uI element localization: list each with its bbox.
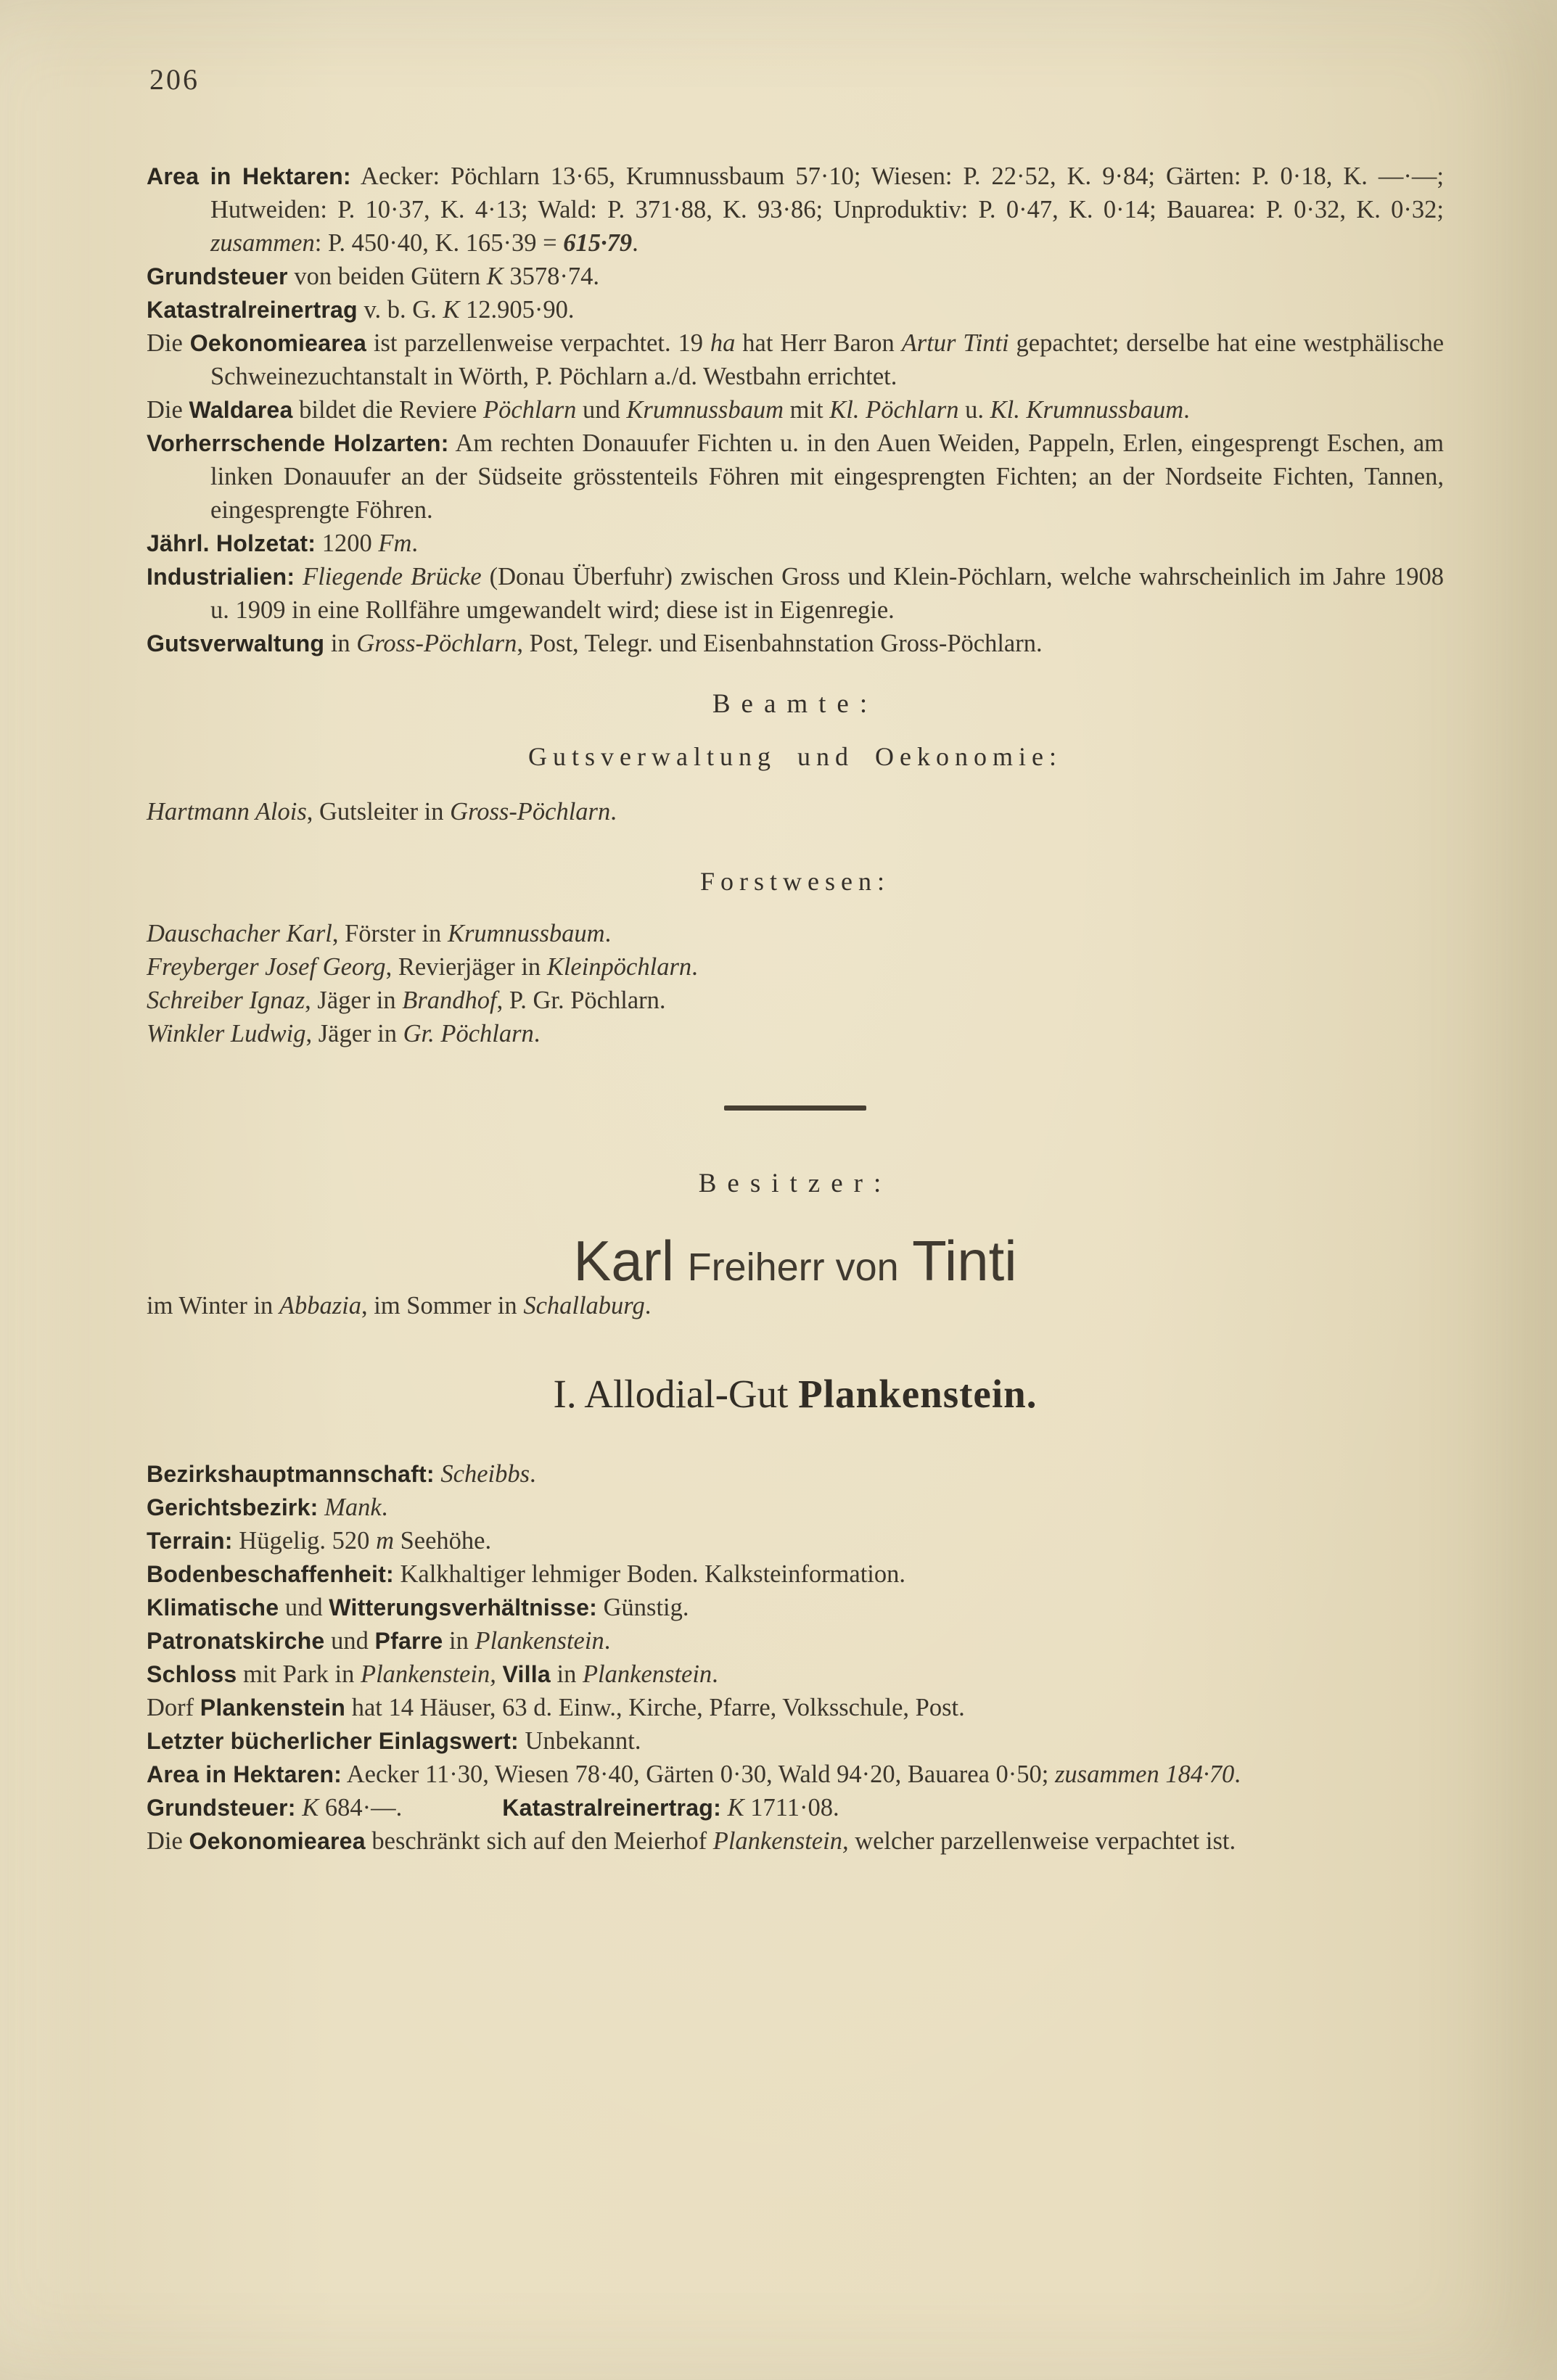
text-segment: Oekonomiearea [189, 330, 367, 356]
text-segment: Dauschacher Karl [147, 920, 332, 947]
line-bezirkshauptmannschaft [147, 1457, 1444, 1491]
text-segment: (Donau Überfuhr) zwischen Gross und Klein-Pöchlarn, welche wahrscheinlich im Jahre 1908 u. 1909 in eine Rollfähre umgewandelt wird; diese ist in Eigenregie. [210, 563, 1445, 624]
entry-schreiber [147, 984, 1444, 1017]
text-segment: Katastralreinertrag [147, 297, 358, 323]
text-segment: . [1183, 396, 1190, 424]
heading-forstwesen: Forstwesen: [700, 867, 890, 896]
text-segment: Kl. Pöchlarn [829, 396, 959, 424]
text-segment: . [381, 1494, 388, 1521]
text-segment: Vorherrschende Holzarten: [147, 430, 449, 456]
text-segment: Fm [378, 530, 412, 557]
text-segment: und [324, 1627, 375, 1655]
line-grundsteuer-katastral [147, 1791, 1444, 1824]
text-segment: Patronatskirche [147, 1628, 325, 1654]
text-segment: Krumnussbaum [626, 396, 784, 424]
owner-residence [147, 1289, 1444, 1322]
text-segment: Seehöhe. [393, 1527, 492, 1555]
text-segment: beschränkt sich auf den Meierhof [365, 1827, 713, 1855]
forstwesen-list [147, 917, 1444, 1050]
text-segment: 1200 [316, 530, 379, 557]
text-segment: v. b. G. [357, 296, 443, 324]
text-segment: , Revierjäger in [385, 953, 547, 981]
text-segment: 684·—. [319, 1794, 503, 1821]
text-segment: , Jäger in [305, 1020, 403, 1047]
text-segment: Pöchlarn [483, 396, 577, 424]
text-segment: m [376, 1527, 394, 1555]
text-segment: Gross-Pöchlarn [356, 630, 517, 657]
owner-first-name: Karl [573, 1229, 675, 1293]
text-segment: Aecker 11·30, Wiesen 78·40, Gärten 0·30, Wald 94·20, Bauarea 0·50; [342, 1761, 1055, 1788]
owner-name-line [147, 1229, 1444, 1293]
text-segment: Grundsteuer [147, 263, 288, 289]
text-segment: und [279, 1594, 329, 1621]
text-segment: Die [147, 1827, 189, 1855]
text-segment: Günstig. [597, 1594, 689, 1621]
text-segment: , Förster in [332, 920, 448, 947]
text-segment: Plankenstein, [361, 1660, 496, 1688]
text-segment: Oekonomiearea [189, 1828, 366, 1854]
text-segment: Waldarea [189, 397, 293, 423]
text-segment: Schreiber Ignaz [147, 987, 305, 1014]
paragraph-grundsteuer [147, 260, 1444, 293]
text-segment: von beiden Gütern [287, 263, 487, 290]
text-segment: , P. Gr. Pöchlarn. [496, 987, 666, 1014]
text-segment: Terrain: [147, 1528, 233, 1554]
text-segment: Plankenstein, [712, 1827, 849, 1855]
text-segment: Hartmann Alois [147, 798, 307, 825]
text-segment: Kalkhaltiger lehmiger Boden. Kalksteinformation. [393, 1560, 906, 1588]
line-gerichtsbezirk [147, 1491, 1444, 1524]
text-segment: Gross-Pöchlarn [450, 798, 611, 825]
line-klimatische [147, 1591, 1444, 1624]
text-segment: . [610, 798, 617, 825]
owner-last-name: Tinti [912, 1229, 1017, 1293]
text-segment: Fliegende Brücke [303, 563, 482, 590]
text-segment: Scheibbs [440, 1460, 530, 1488]
text-segment: 3578·74. [503, 263, 599, 290]
text-segment [296, 1794, 303, 1821]
entry-freyberger [147, 950, 1444, 984]
text-segment: . [604, 920, 612, 947]
page-number: 206 [149, 63, 200, 96]
owner-noble-title: Freiherr von [687, 1245, 899, 1289]
text-segment: ha [710, 329, 736, 357]
text-segment: Area in Hektaren: [147, 1761, 342, 1787]
text-segment: . [533, 1020, 541, 1047]
text-segment: ist parzellenweise verpachtet. 19 [366, 329, 710, 357]
paragraph-oekonomiearea [147, 326, 1444, 393]
text-segment: hat 14 Häuser, 63 d. Einw., Kirche, Pfarre, Volksschule, Post. [345, 1694, 965, 1721]
line-dorf-plankenstein [147, 1691, 1444, 1724]
text-segment: zusammen [210, 229, 315, 257]
text-segment: Dorf [147, 1694, 200, 1721]
text-segment: bildet die Reviere [292, 396, 483, 424]
text-segment: 12.905·90. [459, 296, 575, 324]
line-bodenbeschaffenheit [147, 1557, 1444, 1591]
text-segment: . [712, 1660, 718, 1688]
text-segment: , Gutsleiter in [306, 798, 451, 825]
section-divider-rule [724, 1105, 866, 1111]
text-segment: Krumnussbaum [447, 920, 605, 947]
text-segment: Plankenstein [582, 1660, 712, 1688]
text-segment: . [691, 953, 698, 981]
text-segment: Klimatische [147, 1594, 279, 1621]
text-segment [319, 1494, 325, 1521]
text-segment: Die [147, 396, 189, 424]
text-segment: Kl. Krumnussbaum [990, 396, 1184, 424]
text-segment: K [486, 263, 504, 290]
plankenstein-details [147, 1457, 1444, 1858]
paragraph-industrialien [147, 560, 1444, 627]
text-segment: . [644, 1292, 652, 1319]
line-oekonomiearea [147, 1824, 1444, 1858]
paragraph-area-hektaren [147, 160, 1444, 260]
estate-entry [147, 160, 1444, 1858]
text-segment: Schloss [147, 1661, 237, 1687]
text-segment: Villa [502, 1661, 551, 1687]
text-segment: Winkler Ludwig [147, 1020, 306, 1047]
text-segment: . [411, 530, 419, 557]
text-segment: Letzter bücherlicher Einlagswert: [147, 1728, 519, 1754]
text-segment: Pfarre [374, 1628, 443, 1654]
text-segment: . [530, 1460, 536, 1488]
text-segment: Artur Tinti [901, 329, 1009, 357]
line-terrain [147, 1524, 1444, 1557]
text-segment: Gutsverwaltung [147, 630, 325, 656]
text-segment: zusammen 184·70 [1055, 1761, 1235, 1788]
text-segment [295, 563, 303, 590]
text-segment: 1711·08. [744, 1794, 839, 1821]
section-title [147, 1370, 1444, 1418]
text-segment: Hügelig. 520 [232, 1527, 377, 1555]
text-segment: , im Sommer in [361, 1292, 524, 1319]
text-segment: Aecker: Pöchlarn 13·65, Krumnussbaum 57·10; Wiesen: P. 22·52, K. 9·84; Gärten: P. 0·18, K. —·—; Hutweiden: P. 10·37, K. 4·13; Wald: P. 371·88, K. 93·86; Unproduktiv: P. 0·47, K. 0·14; Bauarea: P. 0·32, K. 0·32; [210, 162, 1444, 223]
text-segment: und [576, 396, 627, 424]
line-patronatskirche [147, 1624, 1444, 1658]
section-title-name: Plankenstein. [798, 1372, 1038, 1416]
paragraph-waldarea [147, 393, 1444, 427]
text-segment: in [443, 1627, 475, 1655]
text-segment: gepachtet; derselbe hat eine westphälische Schweinezuchtanstalt in Wörth, P. Pöchlarn a./d. Westbahn errichtet. [210, 329, 1445, 390]
text-segment: Unbekannt. [518, 1727, 641, 1755]
text-segment: . [1234, 1761, 1241, 1788]
text-segment: Die [147, 329, 190, 357]
text-segment: Industrialien: [147, 564, 295, 590]
text-segment: Schallaburg [523, 1292, 645, 1319]
text-segment: , Post, Telegr. und Eisenbahnstation Gross-Pöchlarn. [517, 630, 1043, 657]
text-segment: . [632, 229, 638, 257]
text-segment: K [443, 296, 460, 324]
text-segment: Area in Hektaren: [147, 163, 351, 189]
text-segment: Bezirkshauptmannschaft: [147, 1461, 435, 1487]
text-segment: Plankenstein [200, 1695, 346, 1721]
text-segment: Kleinpöchlarn [546, 953, 692, 981]
heading-gutsverwaltung-oekonomie: Gutsverwaltung und Oekonomie: [528, 742, 1062, 771]
text-segment: Abbazia [279, 1292, 362, 1319]
text-segment: Brandhof [402, 987, 497, 1014]
line-schloss-villa [147, 1658, 1444, 1691]
section-title-prefix: I. Allodial-Gut [553, 1372, 799, 1416]
text-segment: Witterungsverhältnisse: [329, 1594, 597, 1621]
paragraph-gutsverwaltung [147, 627, 1444, 660]
text-segment: mit Park in [237, 1660, 361, 1688]
entry-winkler [147, 1017, 1444, 1050]
text-segment: Gr. Pöchlarn [403, 1020, 534, 1047]
text-segment: K [302, 1794, 319, 1821]
text-segment: Mank [324, 1494, 382, 1521]
text-segment: hat Herr Baron [735, 329, 902, 357]
entry-hartmann [147, 795, 1444, 828]
paragraph-katastralreinertrag [147, 293, 1444, 326]
text-segment: welcher parzellenweise verpachtet ist. [848, 1827, 1236, 1855]
heading-besitzer: Besitzer: [698, 1169, 892, 1198]
line-einlagswert [147, 1724, 1444, 1758]
entry-dauschacher [147, 917, 1444, 950]
text-segment: K [727, 1794, 744, 1821]
text-segment: Plankenstein [475, 1627, 604, 1655]
text-segment: im Winter in [147, 1292, 279, 1319]
text-segment: Gerichtsbezirk: [147, 1494, 319, 1520]
text-segment: . [604, 1627, 611, 1655]
text-segment: u. [958, 396, 990, 424]
text-segment: Jährl. Holzetat: [147, 530, 316, 556]
text-segment: 615·79 [563, 229, 633, 257]
heading-beamte: Beamte: [712, 689, 879, 719]
text-segment: : P. 450·40, K. 165·39 = [314, 229, 564, 257]
text-segment: Am rechten Donauufer Fichten u. in den Auen Weiden, Pappeln, Erlen, eingesprengt Eschen, am linken Donauufer an der Südseite grösstenteils Föhren mit eingesprengten Fichten; an der Nordseite Fichten, Tannen, eingesprengte Föhren. [210, 429, 1445, 524]
paragraph-holzarten [147, 427, 1444, 527]
text-segment: mit [784, 396, 830, 424]
paragraph-holzetat [147, 527, 1444, 560]
text-segment: Grundsteuer: [147, 1795, 296, 1821]
line-area-hektaren [147, 1758, 1444, 1791]
text-segment: , Jäger in [305, 987, 403, 1014]
text-segment: Bodenbeschaffenheit: [147, 1561, 394, 1587]
text-segment: in [324, 630, 357, 657]
text-segment: Katastralreinertrag: [502, 1795, 721, 1821]
text-segment [721, 1794, 728, 1821]
text-segment: Freyberger Josef Georg [147, 953, 386, 981]
text-segment: in [550, 1660, 583, 1688]
